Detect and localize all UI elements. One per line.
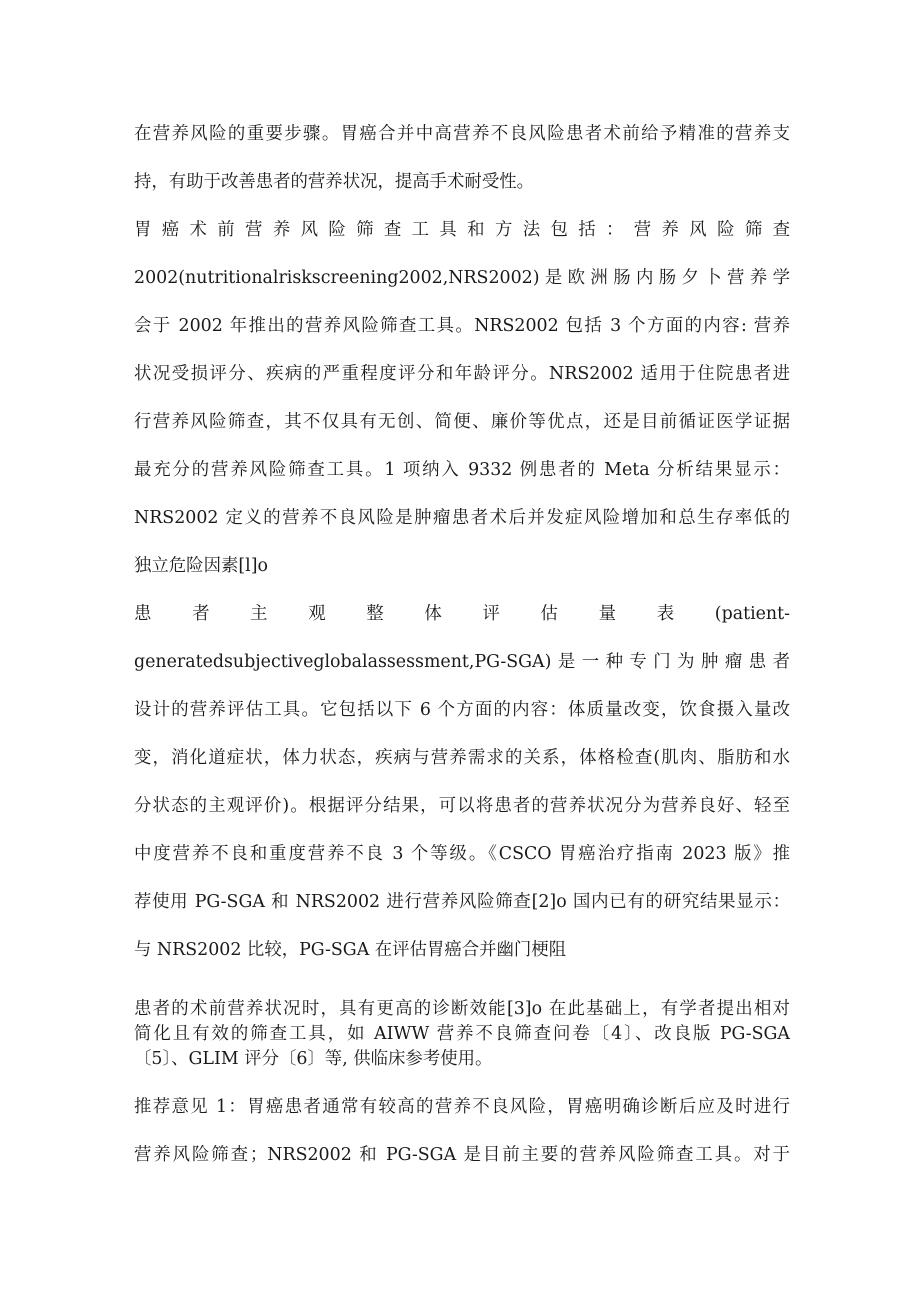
text-line: 在营养风险的重要步骤。胃癌合并中高营养不良风险患者术前给予精准的营养支: [134, 124, 790, 144]
text-line: 变，消化道症状，体力状态，疾病与营养需求的关系，体格检查(肌肉、脂肪和水: [134, 748, 790, 768]
text-line: generatedsubjectiveglobalassessment,PG-SGA)是一种专门为肿瘤患者: [134, 652, 790, 672]
text-line: 独立危险因素[l]o: [134, 556, 268, 576]
text-line: 患者的术前营养状况时，具有更高的诊断效能[3]o 在此基础上，有学者提出相对: [134, 999, 790, 1019]
text-line: 与 NRS2002 比较，PG-SGA 在评估胃癌合并幽门梗阻: [134, 940, 567, 960]
text-line: 持，有助于改善患者的营养状况，提高手术耐受性。: [134, 172, 534, 192]
text-line: 〔5〕、GLIM 评分〔6〕等, 供临床参考使用。: [134, 1049, 493, 1069]
text-line: 2002(nutritionalriskscreening2002,NRS2002)是欧洲肠内肠夕卜营养学: [134, 268, 790, 288]
text-line: 营养风险筛查；NRS2002 和 PG-SGA 是目前主要的营养风险筛查工具。对于: [134, 1145, 790, 1165]
text-line: 会于 2002 年推出的营养风险筛查工具。NRS2002 包括 3 个方面的内容: 营养: [134, 316, 790, 336]
text-line: 患者主观整体评估量表(patient-: [134, 604, 790, 624]
text-line: 简化且有效的筛查工具，如 AIWW 营养不良筛查问卷〔4〕、改良版 PG-SGA: [134, 1024, 790, 1044]
text-line: 行营养风险筛查，其不仅具有无创、简便、廉价等优点，还是目前循证医学证据: [134, 412, 790, 432]
text-line: 胃癌术前营养风险筛查工具和方法包括：营养风险筛查: [134, 220, 790, 240]
text-line: 推荐意见 1：胃癌患者通常有较高的营养不良风险，胃癌明确诊断后应及时进行: [134, 1097, 790, 1117]
text-line: 状况受损评分、疾病的严重程度评分和年龄评分。NRS2002 适用于住院患者进: [134, 364, 790, 384]
text-line: 荐使用 PG-SGA 和 NRS2002 进行营养风险筛查[2]o 国内已有的研究结果显示：: [134, 892, 790, 912]
text-line: 分状态的主观评价)。根据评分结果，可以将患者的营养状况分为营养良好、轻至: [134, 796, 790, 816]
text-line: 中度营养不良和重度营养不良 3 个等级。《CSCO 胃癌治疗指南 2023 版》推: [134, 844, 790, 864]
text-line: 设计的营养评估工具。它包括以下 6 个方面的内容：体质量改变，饮食摄入量改: [134, 700, 790, 720]
text-line: NRS2002 定义的营养不良风险是肿瘤患者术后并发症风险增加和总生存率低的: [134, 508, 790, 528]
text-line: 最充分的营养风险筛查工具。1 项纳入 9332 例患者的 Meta 分析结果显示：: [134, 460, 790, 480]
